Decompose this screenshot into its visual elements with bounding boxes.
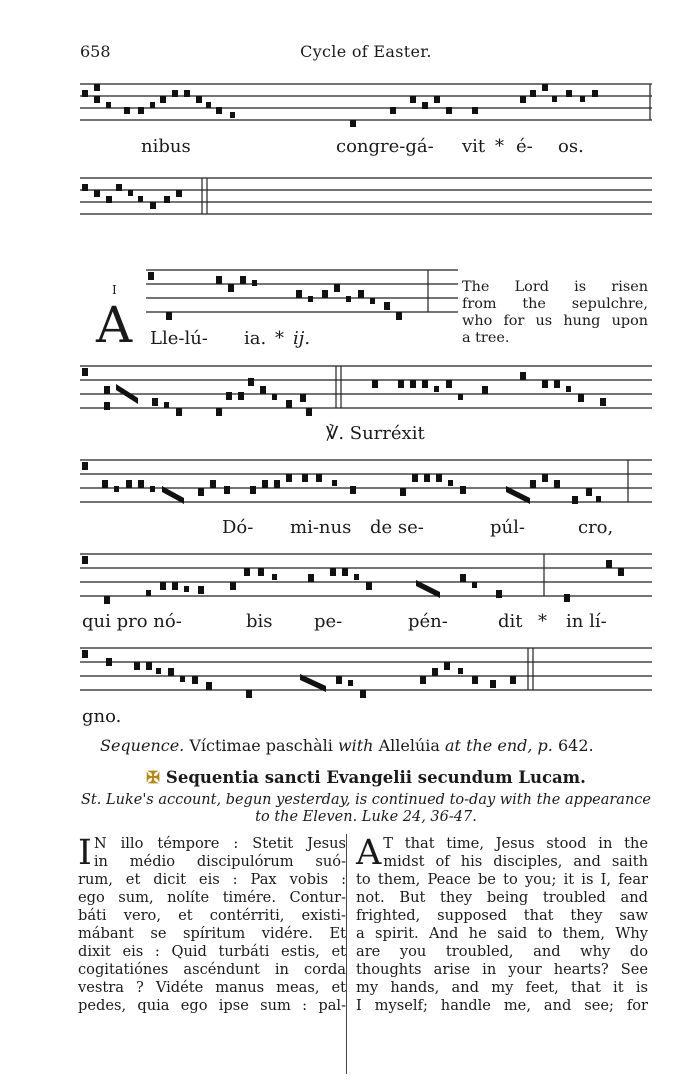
sequence-latin: Víctimae paschàli <box>189 736 333 755</box>
page-header <box>80 42 652 66</box>
latin-line: N illo témpore : Stetit Jesus <box>93 835 346 852</box>
sequence-at-end: at the end, p. <box>445 736 553 755</box>
lyric-congrega: congre-gá- <box>336 136 434 157</box>
latin-line: in médio discipulórum suó- <box>93 853 346 870</box>
latin-line: mábant se spíritum vidére. Et <box>78 925 346 942</box>
english-line: thoughts arise in your hearts? See <box>356 961 648 978</box>
column-divider <box>346 834 347 1074</box>
gospel-subheading <box>80 792 652 826</box>
mode-number: I <box>112 283 117 297</box>
initial-letter: A <box>96 296 133 354</box>
english-line: midst of his disciples, and saith <box>383 853 648 870</box>
lyric-ia: ia. <box>244 328 267 349</box>
lyric-lleluia: Lle-lú- <box>150 328 208 349</box>
lyric-pen: pén- <box>408 611 448 632</box>
lyric-asterisk: * <box>495 136 504 157</box>
translation-line: from the sepulchre, <box>462 296 648 312</box>
lyric-verse-surrexit: ℣. Surréxit <box>326 423 425 444</box>
chant-staff-6 <box>80 546 652 608</box>
latin-line: rum, et dicit eis : Pax vobis : <box>78 871 346 888</box>
sequence-reference <box>100 736 594 755</box>
chant-staff-4 <box>80 358 652 420</box>
lyric-vit: vit <box>462 136 486 157</box>
lyric-pul: púl- <box>490 517 525 538</box>
gospel-subheading-line: to the Eleven. Luke 24, 36-47. <box>255 809 477 825</box>
lyric-asterisk-3: * <box>538 611 547 632</box>
latin-column <box>78 835 346 1015</box>
chant-staff-7 <box>80 640 652 702</box>
english-line: not. But they being troubled and <box>356 889 648 906</box>
sequence-alleluia: Allelúia <box>378 736 440 755</box>
gospel-heading <box>80 768 652 787</box>
lyric-minus: mi-nus <box>290 517 352 538</box>
lyric-ij: ij. <box>293 328 311 349</box>
lyric-pe: pe- <box>314 611 343 632</box>
english-column <box>356 835 648 1015</box>
english-line: T that time, Jesus stood in the <box>383 835 648 852</box>
gospel-heading-text: Sequentia sancti Evangelii secundum Lucam. <box>165 768 586 787</box>
lyric-asterisk-2: * <box>275 328 284 349</box>
lyric-in-li: in lí- <box>566 611 607 632</box>
translation-line: a tree. <box>462 330 510 346</box>
chant-staff-1 <box>80 76 652 134</box>
running-title: Cycle of Easter. <box>300 42 432 61</box>
translation-line: The Lord is risen <box>462 279 648 295</box>
lyric-dit: dit <box>498 611 523 632</box>
lyric-e: é- <box>516 136 533 157</box>
latin-line: dixit eis : Quid turbáti estis, et <box>78 943 346 960</box>
latin-line: ego sum, nolíte timére. Contur- <box>78 889 346 906</box>
english-line: are you troubled, and why do <box>356 943 648 960</box>
chant-staff-3 <box>146 262 458 328</box>
sequence-with: with <box>337 736 374 755</box>
english-line: a spirit. And he said to them, Why <box>356 925 648 942</box>
latin-drop-cap: I <box>78 833 92 873</box>
lyric-bis: bis <box>246 611 273 632</box>
translation-line: who for us hung upon <box>462 313 648 329</box>
lyric-do: Dó- <box>222 517 254 538</box>
lyric-nibus: nibus <box>141 136 191 157</box>
latin-line: vestra ? Vidéte manus meas, et <box>78 979 346 996</box>
english-line: my hands, and my feet, that it is <box>356 979 648 996</box>
lyric-os: os. <box>558 136 584 157</box>
english-line: I myself; handle me, and see; for <box>356 997 648 1014</box>
cross-icon: ✠ <box>146 768 160 787</box>
english-drop-cap: A <box>356 833 382 873</box>
lyric-cro: cro, <box>578 517 614 538</box>
page-number: 658 <box>80 42 111 61</box>
english-line: to them, Peace be to you; it is I, fear <box>356 871 648 888</box>
lyric-gno: gno. <box>82 706 122 727</box>
chant-staff-2 <box>80 174 652 224</box>
alleluia-translation <box>462 279 648 347</box>
sequence-page: 642. <box>557 736 594 755</box>
english-line: frighted, supposed that they saw <box>356 907 648 924</box>
latin-line: pedes, quia ego ipse sum : pal- <box>78 997 346 1014</box>
chant-staff-5 <box>80 452 652 514</box>
latin-line: cogitatiónes ascéndunt in corda <box>78 961 346 978</box>
lyric-de-se: de se- <box>370 517 424 538</box>
gospel-subheading-line: St. Luke's account, begun yesterday, is continued to-day with the appearance <box>81 792 651 808</box>
lyric-qui-pro-no: qui pro nó- <box>82 611 182 632</box>
sequence-label: Sequence. <box>100 736 185 755</box>
latin-line: báti vero, et contérriti, existi- <box>78 907 346 924</box>
